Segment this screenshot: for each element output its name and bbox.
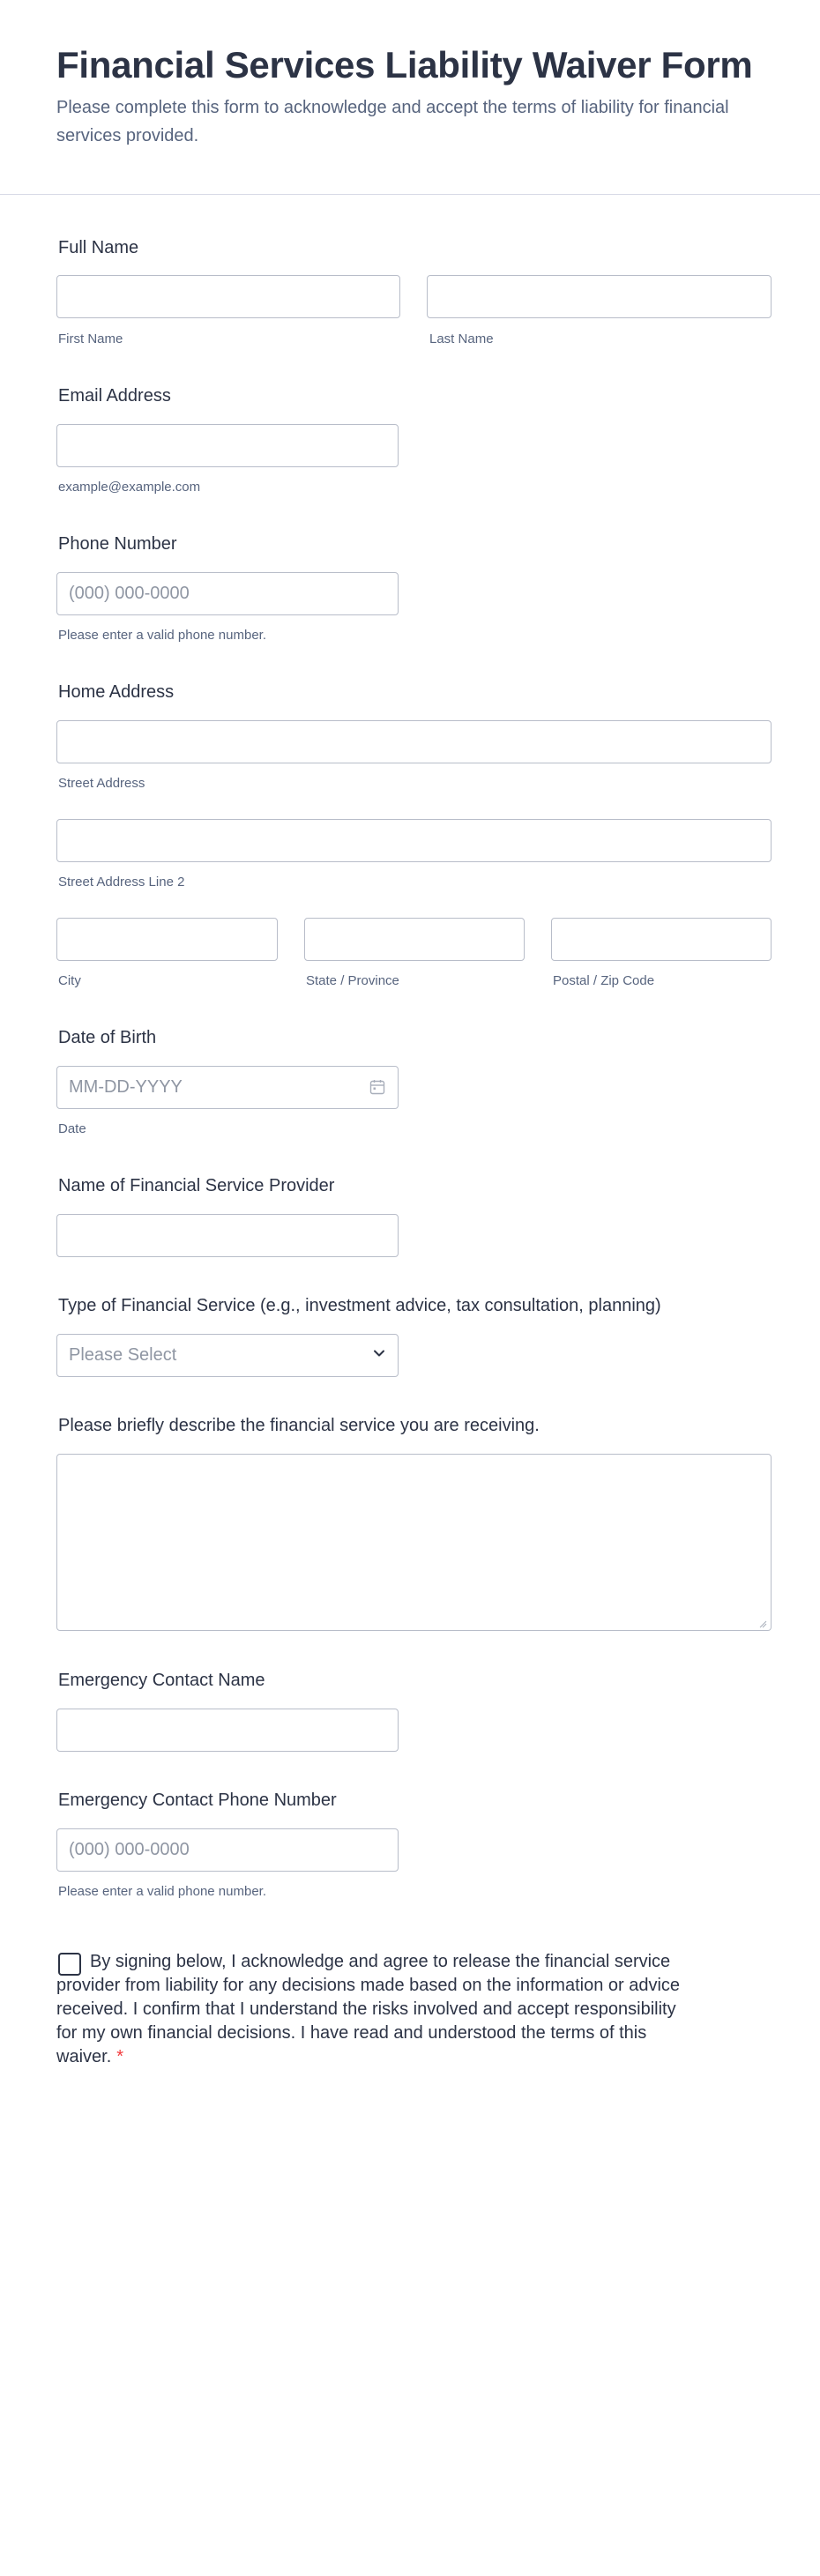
calendar-icon[interactable]: [369, 1078, 386, 1096]
form-title: Financial Services Liability Waiver Form: [56, 44, 753, 86]
provider-input[interactable]: [56, 1214, 399, 1257]
address-label: Home Address: [58, 682, 175, 702]
city-input[interactable]: [56, 918, 278, 961]
last-name-sublabel: Last Name: [429, 331, 494, 346]
state-sublabel: State / Province: [306, 973, 399, 988]
full-name-label: Full Name: [58, 238, 139, 257]
dob-sublabel: Date: [58, 1121, 86, 1136]
description-label: Please briefly describe the financial service you are receiving.: [58, 1416, 540, 1435]
dob-input[interactable]: [56, 1066, 399, 1109]
required-mark: *: [116, 2047, 124, 2066]
consent-text-block: [56, 1950, 691, 2069]
street-address-line2-input[interactable]: [56, 819, 772, 862]
street-address-sublabel: Street Address: [58, 776, 145, 791]
last-name-input[interactable]: [427, 275, 772, 318]
service-type-label: Type of Financial Service (e.g., investment advice, tax consultation, planning): [58, 1296, 661, 1315]
phone-label: Phone Number: [58, 534, 177, 554]
state-input[interactable]: [304, 918, 525, 961]
city-sublabel: City: [58, 973, 81, 988]
email-sublabel: example@example.com: [58, 480, 201, 495]
chevron-down-icon: [372, 1346, 386, 1365]
emergency-name-label: Emergency Contact Name: [58, 1671, 265, 1690]
description-textarea[interactable]: [56, 1454, 772, 1631]
emergency-phone-label: Emergency Contact Phone Number: [58, 1791, 337, 1810]
email-input[interactable]: [56, 424, 399, 467]
zip-sublabel: Postal / Zip Code: [553, 973, 655, 988]
street-address-line2-sublabel: Street Address Line 2: [58, 875, 185, 890]
form-subtitle: Please complete this form to acknowledge and accept the terms of liability for financial services provided.: [56, 98, 729, 145]
street-address-input[interactable]: [56, 720, 772, 763]
first-name-sublabel: First Name: [58, 331, 123, 346]
zip-input[interactable]: [551, 918, 772, 961]
provider-label: Name of Financial Service Provider: [58, 1176, 335, 1195]
dob-label: Date of Birth: [58, 1028, 157, 1047]
service-type-select[interactable]: [56, 1334, 399, 1377]
email-label: Email Address: [58, 386, 171, 406]
first-name-input[interactable]: [56, 275, 400, 318]
consent-text: By signing below, I acknowledge and agree to release the financial service provider from liability for any decisions made based on the information or advice received. I confirm that I understand the risks involved and accept responsibility for my own financial decisions. I have read and understood the terms of this waiver.: [56, 1952, 681, 2066]
service-type-selected: Please Select: [69, 1345, 177, 1365]
emergency-phone-sublabel: Please enter a valid phone number.: [58, 1884, 266, 1899]
phone-input[interactable]: [56, 572, 399, 615]
emergency-phone-input[interactable]: [56, 1828, 399, 1872]
emergency-name-input[interactable]: [56, 1709, 399, 1752]
phone-sublabel: Please enter a valid phone number.: [58, 628, 266, 643]
resize-handle-icon[interactable]: [758, 1617, 767, 1626]
form-header: [0, 0, 820, 195]
